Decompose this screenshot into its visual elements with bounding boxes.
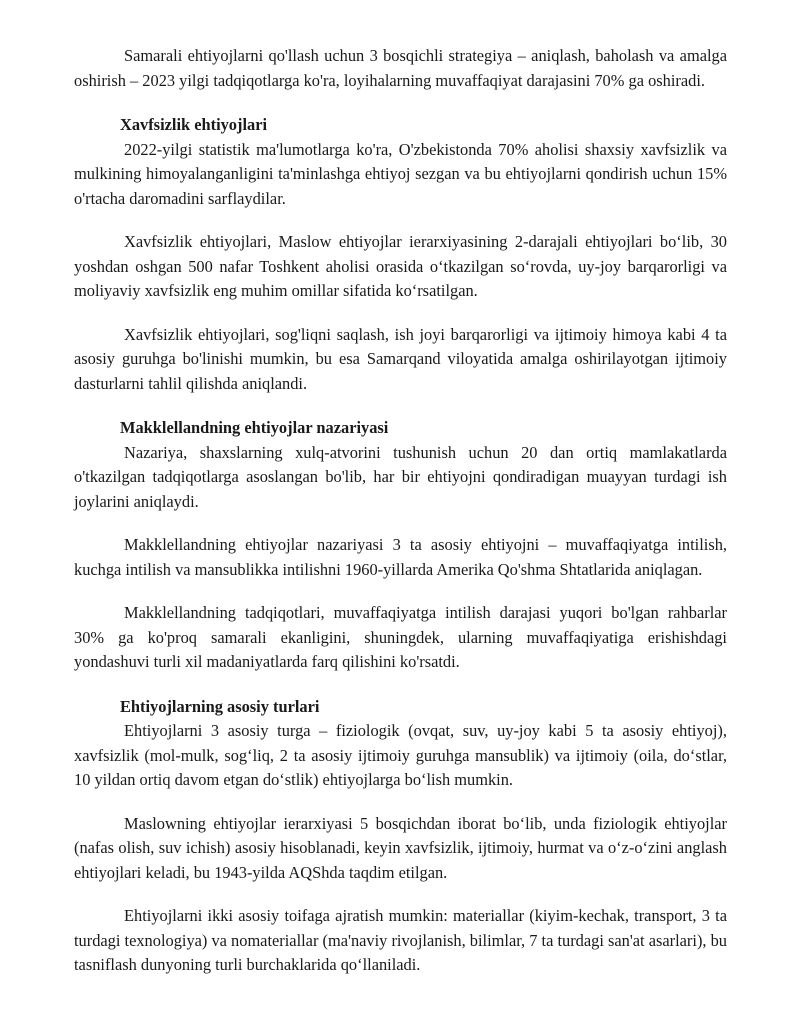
paragraph: Xavfsizlik ehtiyojlari, sog'liqni saqlash, ish joyi barqarorligi va ijtimoiy himoya kabi 4 ta asosiy guruhga bo'linishi mumkin, bu esa Samarqand viloyatida amalga oshirilayotgan ijtimoiy dasturlarni tahlil qilishda aniqlandi. — [74, 324, 727, 393]
paragraph: Makklellandning ehtiyojlar nazariyasi 3 ta asosiy ehtiyojni – muvaffaqiyatga intilish, kuchga intilish va mansublikka intilishni 1960-yillarda Amerika Qo'shma Shtatlarida aniqlagan. — [74, 535, 727, 579]
section-heading-need-types: Ehtiyojlarning asosiy turlari — [120, 696, 320, 716]
document-page — [74, 44, 727, 978]
paragraph: Xavfsizlik ehtiyojlari, Maslow ehtiyojlar ierarxiyasining 2-darajali ehtiyojlari bo‘lib, 30 yoshdan oshgan 500 nafar Toshkent aholisi orasida o‘tkazilgan so‘rovda, uy-joy barqarorligi va moliyaviy xavfsizlik eng muhim omillar sifatida ko‘rsatilgan. — [74, 232, 727, 300]
paragraph: Nazariya, shaxslarning xulq-atvorini tushunish uchun 20 dan ortiq mamlakatlarda o'tkazilgan tadqiqotlarga asoslangan bo'lib, har bir ehtiyojni qondiradigan muayyan turdagi ish joylarini aniqlaydi. — [74, 442, 727, 511]
paragraph: 2022-yilgi statistik ma'lumotlarga ko'ra, O'zbekistonda 70% aholisi shaxsiy xavfsizlik va mulkining himoyalanganligini ta'minlashga ehtiyoj sezgan va bu ehtiyojlarni qondirish uchun 15% o'rtacha daromadini sarflaydilar. — [74, 139, 727, 208]
paragraph: Ehtiyojlarni 3 asosiy turga – fiziologik (ovqat, suv, uy-joy kabi 5 ta asosiy ehtiyoj), xavfsizlik (mol-mulk, sog‘liq, 2 ta asosiy ijtimoiy guruhga mansublik) va ijtimoiy (oila, do‘stlar, 10 yildan ortiq davom etgan do‘stlik) ehtiyojlarga bo‘lish mumkin. — [74, 721, 727, 789]
section-heading-mcclelland: Makklellandning ehtiyojlar nazariyasi — [120, 418, 389, 437]
intro-paragraph: Samarali ehtiyojlarni qo'llash uchun 3 bosqichli strategiya – aniqlash, baholash va amalga oshirish – 2023 yilgi tadqiqotlarga ko'ra, loyihalarning muvaffaqiyat darajasini 70% ga oshiradi. — [74, 46, 727, 90]
paragraph: Ehtiyojlarni ikki asosiy toifaga ajratish mumkin: materiallar (kiyim-kechak, transport, 3 ta turdagi texnologiya) va nomateriallar (ma'naviy rivojlanish, bilimlar, 7 ta turdagi san'at asarlari), bu tasniflash dunyoning turli burchaklarida qo‘llaniladi. — [74, 906, 727, 974]
section-heading-security: Xavfsizlik ehtiyojlari — [120, 115, 268, 134]
paragraph: Makklellandning tadqiqotlari, muvaffaqiyatga intilish darajasi yuqori bo'lgan rahbarlar 30% ga ko'proq samarali ekanligini, shuningdek, ularning muvaffaqiyatiga erishishdagi yondashuvi turli xil madaniyatlarda farq qilishini ko'rsatdi. — [74, 603, 727, 671]
paragraph: Maslowning ehtiyojlar ierarxiyasi 5 bosqichdan iborat bo‘lib, unda fiziologik ehtiyojlar (nafas olish, suv ichish) asosiy hisoblanadi, keyin xavfsizlik, ijtimoiy, hurmat va o‘z-o‘zini anglash ehtiyojlari keladi, bu 1943-yilda AQShda taqdim etilgan. — [74, 813, 727, 882]
